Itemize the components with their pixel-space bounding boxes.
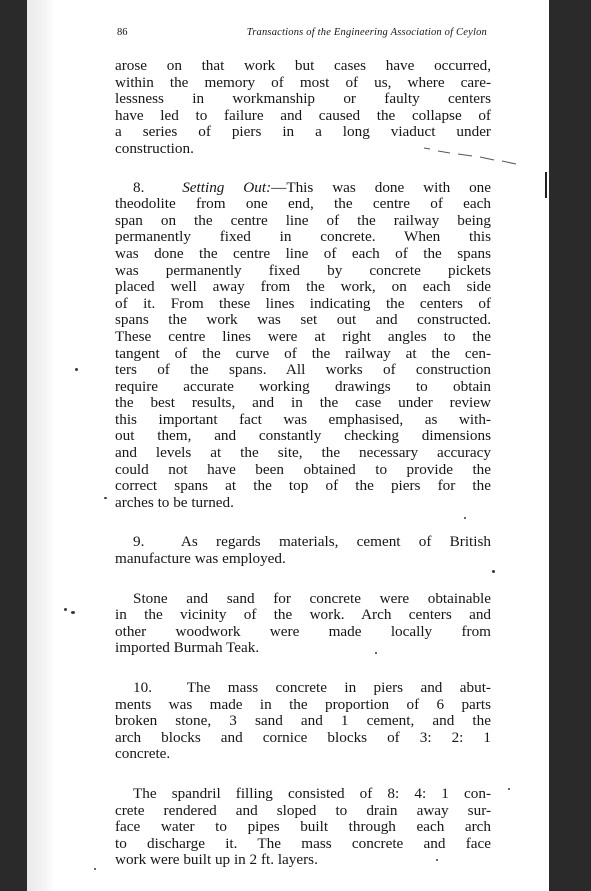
scan-speck — [64, 608, 67, 611]
text-line: of it. From these lines indicating the centers of — [115, 294, 491, 312]
text-line: The spandril filling consisted of 8: 4: 1 con- — [133, 784, 491, 802]
scan-speck — [375, 652, 377, 654]
page-gutter-shadow — [27, 0, 54, 891]
scan-speck — [492, 570, 495, 573]
text-line: a series of piers in a long viaduct under — [115, 123, 491, 141]
stray-dash-marks — [420, 142, 530, 168]
text-line: within the memory of most of us, where care- — [115, 73, 491, 91]
scan-speck — [508, 788, 510, 790]
text-line: face water to pipes built through each arch — [115, 818, 491, 836]
text-line: crete rendered and sloped to drain away sur- — [115, 801, 491, 819]
text-line: permanently fixed in concrete. When this — [115, 228, 491, 246]
text-line: tangent of the curve of the railway at the cen- — [115, 344, 491, 362]
scanned-page — [27, 0, 549, 891]
text-line — [115, 534, 491, 551]
text-line: and levels at the site, the necessary accuracy — [115, 444, 491, 462]
paragraph-number: 8. — [133, 178, 145, 196]
text-line: arches to be turned. — [115, 493, 234, 511]
paragraph-mass-concrete — [115, 680, 491, 763]
text-line: construction. — [115, 139, 194, 157]
paragraph-materials — [115, 534, 491, 567]
paragraph-setting-out — [115, 180, 491, 512]
text-line: manufacture was employed. — [115, 550, 286, 568]
text-fragment: As regards materials, cement of British — [180, 533, 492, 551]
body-text-column — [115, 58, 491, 869]
text-line: out them, and constantly checking dimensions — [115, 427, 491, 445]
text-line: work were built up in 2 ft. layers. — [115, 851, 318, 869]
scan-speck — [436, 859, 438, 861]
text-line: lessness in workmanship or faulty centers — [115, 90, 491, 108]
text-line: was done the centre line of each of the spans — [115, 244, 491, 262]
text-line: have led to failure and caused the collapse of — [115, 106, 491, 124]
paragraph-spandril — [115, 786, 491, 869]
paragraph-heading: Setting Out: — [182, 178, 272, 196]
paragraph-number: 9. — [133, 533, 145, 551]
scan-speck — [75, 368, 78, 371]
text-line: theodolite from one end, the centre of each — [115, 195, 491, 213]
text-fragment: The mass concrete in piers and abut- — [186, 679, 491, 696]
text-line: spans the work was set out and constructed. — [115, 311, 491, 329]
text-fragment: —This was done with one — [271, 178, 491, 196]
page-number: 86 — [117, 27, 128, 38]
text-line: to discharge it. The mass concrete and face — [115, 834, 491, 852]
running-header — [117, 27, 487, 41]
text-line: placed well away from the work, on each side — [115, 278, 491, 296]
text-line: Stone and sand for concrete were obtainable — [133, 589, 491, 607]
text-line: broken stone, 3 sand and 1 cement, and the — [115, 712, 491, 730]
text-line: was permanently fixed by concrete pickets — [115, 261, 491, 279]
scan-background-edge — [549, 0, 591, 891]
text-line — [115, 680, 491, 697]
running-title: Transactions of the Engineering Association of Ceylon — [246, 27, 487, 38]
margin-bar-mark — [545, 172, 547, 198]
scan-speck — [104, 497, 107, 499]
text-line: arch blocks and cornice blocks of 3: 2: 1 — [115, 728, 491, 746]
text-line: other woodwork were made locally from — [115, 622, 491, 640]
text-line: ters of the spans. All works of construction — [115, 361, 491, 379]
text-line: could not have been obtained to provide the — [115, 460, 491, 478]
text-line: the best results, and in the case under review — [115, 394, 491, 412]
scan-speck — [71, 611, 75, 614]
text-line: in the vicinity of the work. Arch centers and — [115, 606, 491, 624]
text-line: ments was made in the proportion of 6 parts — [115, 695, 491, 713]
text-line: this important fact was emphasised, as with- — [115, 410, 491, 428]
text-line: arose on that work but cases have occurred, — [115, 57, 491, 74]
text-line: imported Burmah Teak. — [115, 639, 260, 657]
text-line: These centre lines were at right angles to the — [115, 327, 491, 345]
text-line — [115, 180, 491, 197]
scan-speck — [94, 868, 96, 870]
text-line: span on the centre line of the railway being — [115, 211, 491, 229]
scan-speck — [464, 517, 466, 519]
text-line: correct spans at the top of the piers for the — [115, 477, 491, 495]
text-line: require accurate working drawings to obtain — [115, 377, 491, 395]
paragraph-number: 10. — [133, 679, 152, 696]
text-line: concrete. — [115, 745, 171, 763]
paragraph-stone-sand — [115, 591, 491, 657]
